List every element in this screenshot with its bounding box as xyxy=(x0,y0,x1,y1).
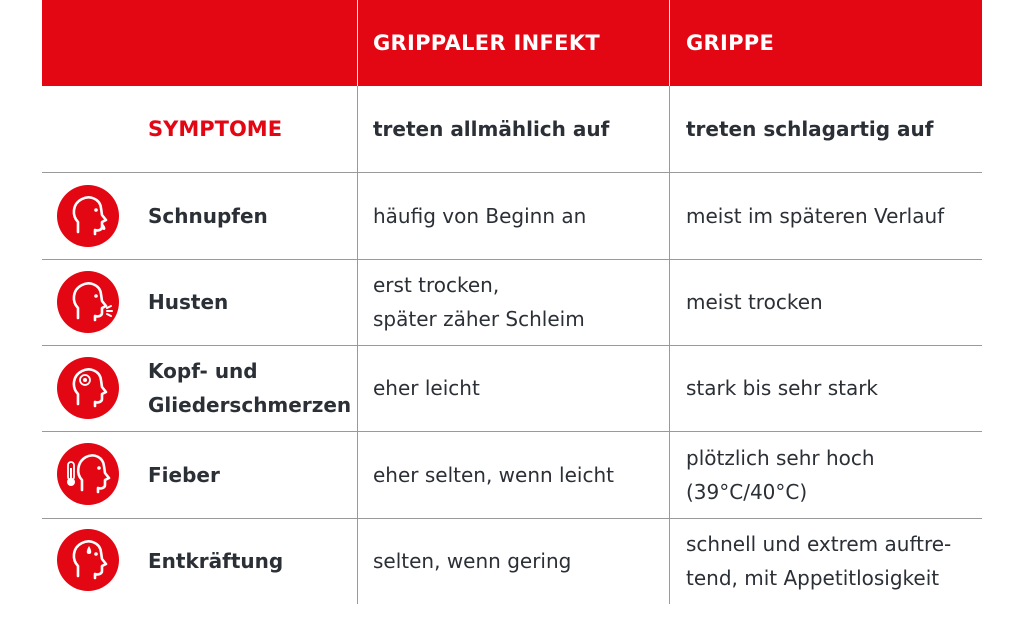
symptom-name: Husten xyxy=(148,290,229,314)
header-grippaler-infekt: GRIPPALER INFEKT xyxy=(373,31,601,55)
fever-thermometer-icon xyxy=(56,442,120,506)
symptom-name: Entkräftung xyxy=(148,549,284,573)
symptom-onset-infekt: treten allmählich auf xyxy=(373,117,610,141)
infekt-value-line2: später zäher Schleim xyxy=(373,307,585,331)
symptom-name: Fieber xyxy=(148,462,220,487)
infekt-value: eher leicht xyxy=(373,376,480,400)
infekt-value: häufig von Beginn an xyxy=(373,203,587,228)
exhaustion-sweat-icon xyxy=(56,528,120,592)
grippe-value: stark bis sehr stark xyxy=(686,376,879,400)
grippe-value-line2: tend, mit Appetitlosigkeit xyxy=(686,566,940,590)
grippe-value: schnell und extrem auftre- xyxy=(686,532,952,556)
header-grippe: GRIPPE xyxy=(686,31,775,55)
symptom-name-line2: Gliederschmerzen xyxy=(148,393,352,417)
symptom-onset-grippe: treten schlagartig auf xyxy=(686,117,934,141)
grippe-value-line2: (39°C/40°C) xyxy=(686,479,808,504)
symptom-name: Schnupfen xyxy=(148,203,268,228)
runny-nose-icon xyxy=(56,184,120,248)
grippe-value: meist im späteren Verlauf xyxy=(686,203,945,228)
table-header xyxy=(42,0,982,86)
infekt-value: selten, wenn gering xyxy=(373,549,572,573)
cough-icon xyxy=(56,270,120,334)
infekt-value: eher selten, wenn leicht xyxy=(373,462,614,487)
headache-icon xyxy=(56,356,120,420)
symptome-label: SYMPTOME xyxy=(148,117,283,141)
grippe-value: plötzlich sehr hoch xyxy=(686,445,875,470)
symptom-name: Kopf- und xyxy=(148,359,258,383)
infekt-value: erst trocken, xyxy=(373,273,500,297)
grippe-value: meist trocken xyxy=(686,290,823,314)
